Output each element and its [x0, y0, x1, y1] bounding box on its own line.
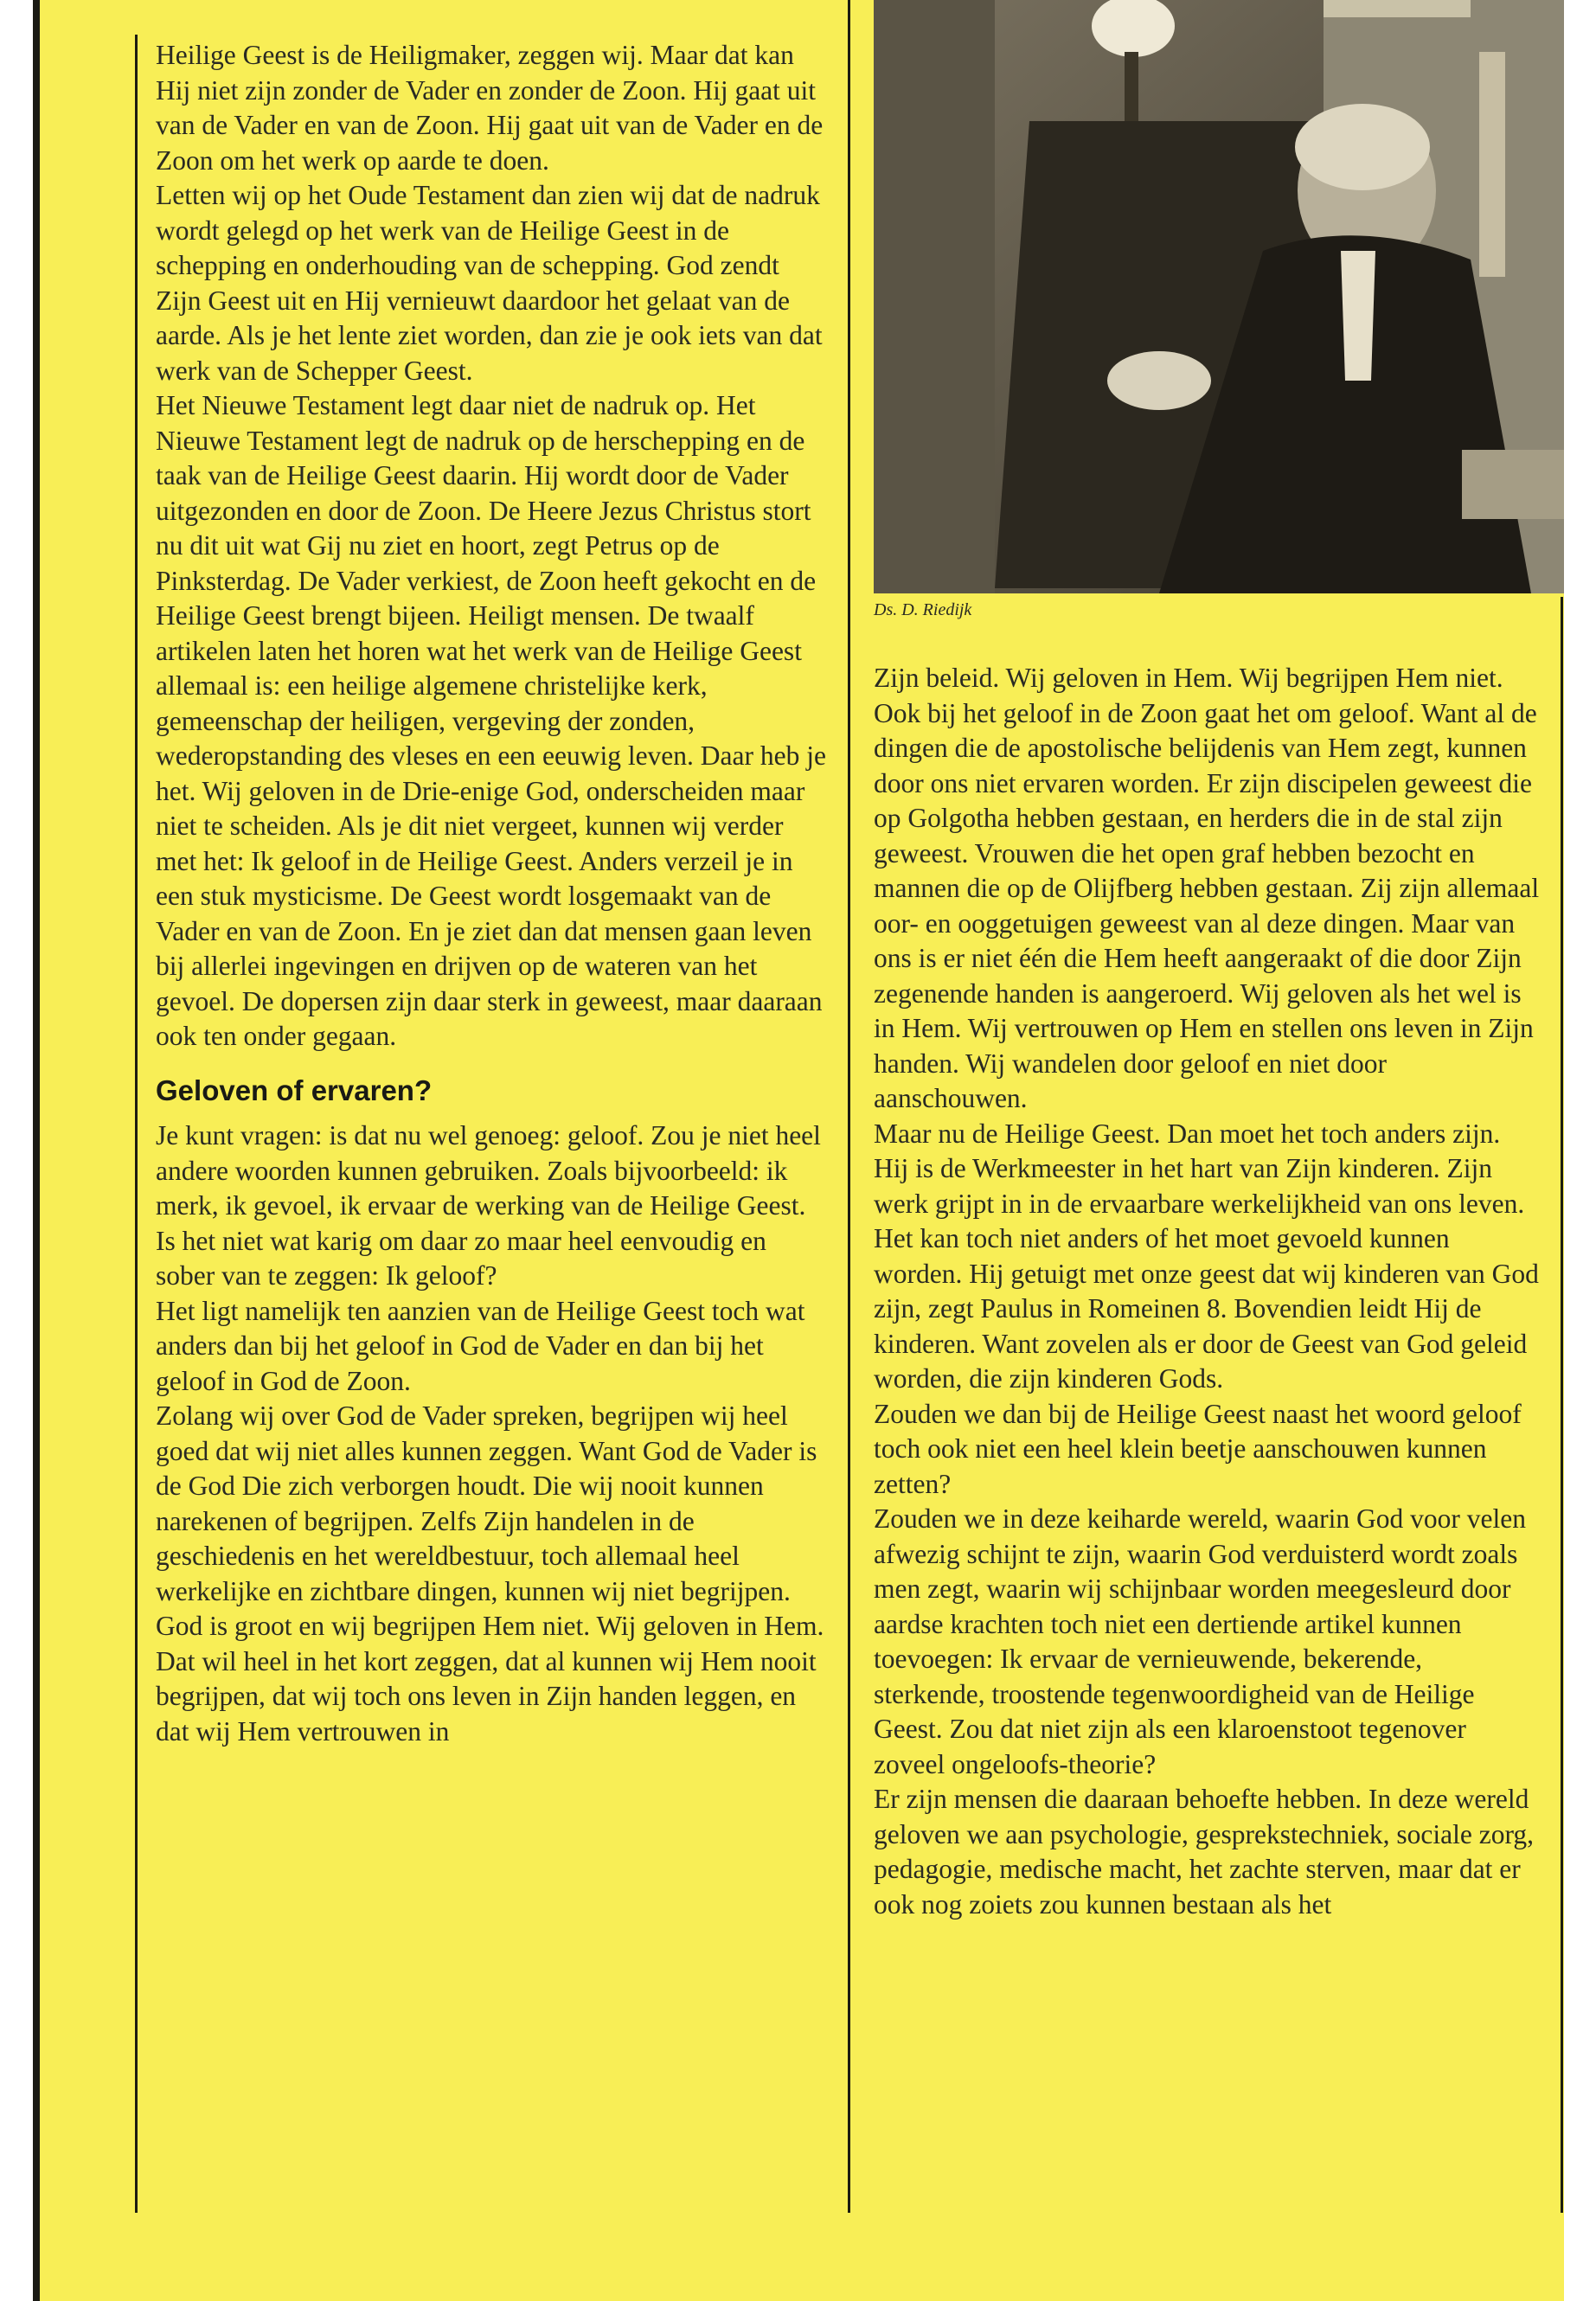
paragraph: Heilige Geest is de Heiligmaker, zeggen wij. Maar dat kan Hij niet zijn zonder de Vader en zonder de Zoon. Hij gaat uit van de Vader en van de Zoon. Hij gaat uit van de Vader en de Zoon om het werk op aarde te doen. [156, 40, 824, 176]
paragraph: Het ligt namelijk ten aanzien van de Heilige Geest toch wat anders dan bij het geloof in God de Vader en dan bij het geloof in God de Zoon. [156, 1295, 805, 1396]
paragraph: Maar nu de Heilige Geest. Dan moet het toch anders zijn. Hij is de Werkmeester in het hart van Zijn kinderen. Zijn werk grijpt in in de ervaarbare werkelijkheid van ons leven. Het kan toch niet anders of het moet gevoeld kunnen worden. Hij getuigt met onze geest dat wij kinderen van God zijn, zegt Paulus in Romeinen 8. Bovendien leidt Hij de kinderen. Want zovelen als er door de Geest van God geleid worden, die zijn kinderen Gods. [874, 1118, 1539, 1394]
paragraph: Er zijn mensen die daaraan behoefte hebben. In deze wereld geloven we aan psychologie, gesprekstechniek, sociale zorg, pedagogie, medische macht, het zachte sterven, maar dat er ook nog zoiets zou kunnen bestaan als het [874, 1784, 1535, 1920]
right-column-rule [1561, 597, 1563, 2213]
paragraph: Ook bij het geloof in de Zoon gaat het om geloof. Want al de dingen die de apostolische belijdenis van Hem zegt, kunnen door ons niet ervaren worden. Er zijn discipelen geweest die op Golgotha hebben gestaan, en herders die in de stal zijn geweest. Vrouwen die het open graf hebben bezocht en mannen die op de Olijfberg hebben gestaan. Zij zijn allemaal oor- en ooggetuigen geweest van al deze dingen. Maar van ons is er niet één die Hem heeft aangeraakt of die door Zijn zegenende handen is aangeroerd. Wij geloven als het wel is in Hem. Wij vertrouwen op Hem en stellen ons leven in Zijn handen. Wij wandelen door geloof en niet door aanschouwen. [874, 697, 1540, 1113]
magazine-page [33, 0, 1564, 2301]
paragraph: Zouden we dan bij de Heilige Geest naast het woord geloof toch ook niet een heel klein beetje aanschouwen kunnen zetten? [874, 1398, 1522, 1499]
paragraph: Letten wij op het Oude Testament dan zien wij dat de nadruk wordt gelegd op het werk van de Heilige Geest in de schepping en onderhouding van de schepping. God zendt Zijn Geest uit en Hij vernieuwt daardoor het gelaat van de aarde. Als je het lente ziet worden, dan zie je ook iets van dat werk van de Schepper Geest. [156, 180, 823, 386]
left-text-column [156, 38, 829, 1749]
page-margin [1564, 0, 1596, 2301]
paragraph: Zijn beleid. Wij geloven in Hem. Wij begrijpen Hem niet. [874, 663, 1503, 693]
right-text-column [874, 661, 1540, 1922]
paragraph: Zolang wij over God de Vader spreken, begrijpen wij heel goed dat wij niet alles kunnen zeggen. Want God de Vader is de God Die zich verborgen houdt. Die wij nooit kunnen narekenen of begrijpen. Zelfs Zijn handelen in de geschiedenis en het wereldbestuur, toch allemaal heel werkelijke en zichtbare dingen, kunnen wij niet begrijpen. God is groot en wij begrijpen Hem niet. Wij geloven in Hem. Dat wil heel in het kort zeggen, dat al kunnen wij Hem nooit begrijpen, dat wij toch ons leven in Zijn handen leggen, en dat wij Hem vertrouwen in [156, 1400, 824, 1747]
left-column-rule [135, 35, 138, 2213]
paragraph: Het Nieuwe Testament legt daar niet de nadruk op. Het Nieuwe Testament legt de nadruk op de herschepping en de taak van de Heilige Geest daarin. Hij wordt door de Vader uitgezonden en door de Zoon. De Heere Jezus Christus stort nu dit uit wat Gij nu ziet en hoort, zegt Petrus op de Pinksterdag. De Vader verkiest, de Zoon heeft gekocht en de Heilige Geest brengt bijeen. Heiligt mensen. De twaalf artikelen laten het horen wat het werk van de Heilige Geest allemaal is: een heilige algemene christelijke kerk, gemeenschap der heiligen, vergeving der zonden, wederopstanding des vleses en een eeuwig leven. Daar heb je het. Wij geloven in de Drie-enige God, onderscheiden maar niet te scheiden. Als je dit niet vergeet, kunnen wij verder met het: Ik geloof in de Heilige Geest. Anders verzeil je in een stuk mysticisme. De Geest wordt losgemaakt van de Vader en van de Zoon. En je ziet dan dat mensen gaan leven bij allerlei ingevingen en drijven op de wateren van het gevoel. De dopersen zijn daar sterk in geweest, maar daaraan ook ten onder gegaan. [156, 390, 826, 1051]
middle-column-rule [848, 0, 850, 2213]
paragraph: Je kunt vragen: is dat nu wel genoeg: geloof. Zou je niet heel andere woorden kunnen gebruiken. Zoals bijvoorbeeld: ik merk, ik gevoel, ik ervaar de werking van de Heilige Geest. Is het niet wat karig om daar zo maar heel eenvoudig en sober van te zeggen: Ik geloof? [156, 1120, 821, 1291]
section-heading: Geloven of ervaren? [156, 1074, 433, 1106]
portrait-photo [874, 0, 1564, 593]
paragraph: Zouden we in deze keiharde wereld, waarin God voor velen afwezig schijnt te zijn, waarin God verduisterd wordt zoals men zegt, waarin wij schijnbaar worden meegesleurd door aardse krachten toch niet een dertiende artikel kunnen toevoegen: Ik ervaar de vernieuwende, bekerende, sterkende, troostende tegenwoordigheid van de Heilige Geest. Zou dat niet zijn als een klaroenstoot tegenover zoveel ongeloofs-theorie? [874, 1503, 1526, 1779]
page-edge-shadow [33, 0, 40, 2301]
photo-image [874, 0, 1564, 593]
photo-caption: Ds. D. Riedijk [874, 600, 972, 619]
